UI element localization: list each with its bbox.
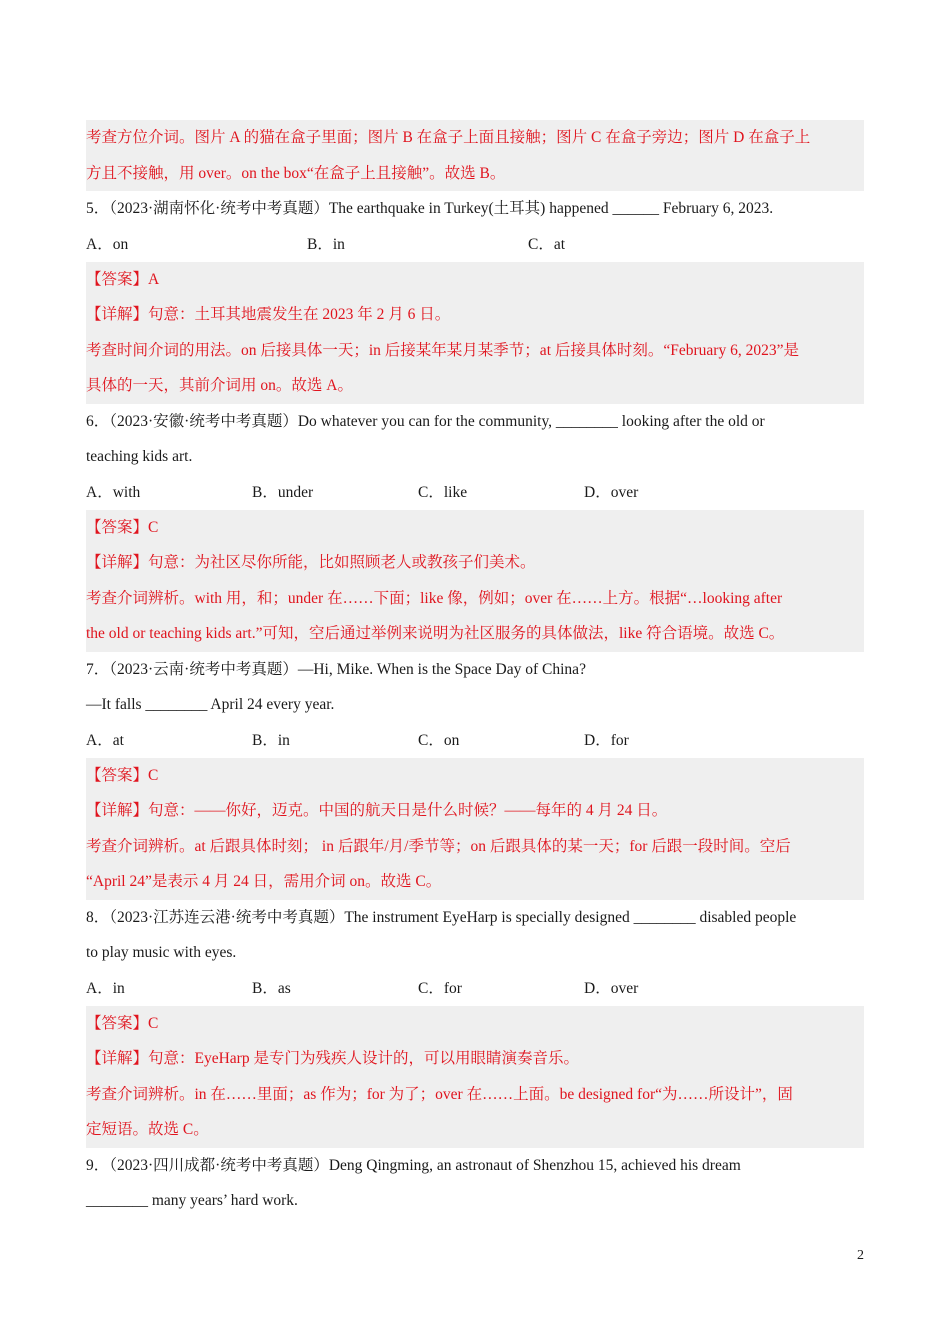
question-5 (86, 191, 864, 404)
explanation-line: 考查方位介词。图片 A 的猫在盒子里面；图片 B 在盒子上面且接触；图片 C 在盒子旁边；图片 D 在盒子上 (86, 129, 811, 146)
explanation-box (86, 120, 864, 191)
question-stem: to play music with eyes. (86, 944, 237, 961)
detail-line: 定短语。故选 C。 (86, 1121, 209, 1138)
explanation-line: 方且不接触，用 over。on the box“在盒子上且接触”。故选 B。 (86, 164, 506, 182)
question-stem: 5．（2023·湖南怀化·统考中考真题）The earthquake in Turkey(土耳其) happened ______ February 6, 2023. (86, 200, 774, 217)
option-d: D．over (584, 979, 639, 997)
question-stem: —It falls ________ April 24 every year. (86, 696, 335, 713)
option-c: C．for (418, 979, 462, 997)
detail-line: 考查介词辨析。at 后跟具体时刻； in 后跟年/月/季节等；on 后跟具体的某一天；for 后跟一段时间。空后 (86, 837, 791, 855)
detail-line: 【详解】句意：为社区尽你所能，比如照顾老人或教孩子们美术。 (86, 554, 536, 571)
question-7 (86, 652, 864, 900)
options-row (86, 227, 864, 262)
detail-line: “April 24”是表示 4 月 24 日，需用介词 on。故选 C。 (86, 873, 442, 890)
option-b: B．in (307, 235, 345, 253)
question-stem: 9．（2023·四川成都·统考中考真题）Deng Qingming, an astronaut of Shenzhou 15, achieved his dream (86, 1156, 741, 1174)
answer-label: 【答案】A (86, 270, 160, 288)
detail-line: 【详解】句意：EyeHarp 是专门为残疾人设计的，可以用眼睛演奏音乐。 (86, 1050, 579, 1067)
question-9 (86, 1148, 864, 1219)
answer-box (86, 510, 864, 652)
options-row (86, 971, 864, 1006)
detail-line: 【详解】句意：——你好，迈克。中国的航天日是什么时候？——每年的 4 月 24 日。 (86, 802, 668, 819)
option-d: D．for (584, 731, 629, 749)
answer-box (86, 1006, 864, 1148)
option-a: A．in (86, 979, 125, 997)
options-row (86, 723, 864, 758)
option-b: B．in (252, 731, 290, 749)
option-a: A．with (86, 483, 141, 501)
answer-box (86, 758, 864, 900)
question-stem: ________ many years’ hard work. (86, 1192, 298, 1209)
page-content (86, 120, 864, 1219)
detail-line: 考查介词辨析。with 用，和；under 在……下面；like 像，例如；over 在……上方。根据“…looking after (86, 589, 783, 607)
option-c: C．like (418, 483, 468, 501)
detail-line: the old or teaching kids art.”可知，空后通过举例来说明为社区服务的具体做法，like 符合语境。故选 C。 (86, 625, 785, 642)
detail-line: 具体的一天，其前介词用 on。故选 A。 (86, 377, 353, 394)
option-d: D．over (584, 483, 639, 501)
answer-label: 【答案】C (86, 518, 159, 536)
option-c: C．at (528, 235, 566, 253)
detail-line: 考查介词辨析。in 在……里面；as 作为；for 为了；over 在……上面。be designed for“为……所设计”，固 (86, 1085, 793, 1103)
option-b: B．as (252, 979, 291, 997)
detail-line: 考查时间介词的用法。on 后接具体一天；in 后接某年某月某季节；at 后接具体时刻。“February 6, 2023”是 (86, 341, 799, 359)
options-row (86, 475, 864, 510)
answer-box (86, 262, 864, 404)
question-stem: teaching kids art. (86, 448, 193, 465)
answer-label: 【答案】C (86, 1014, 159, 1032)
option-c: C．on (418, 731, 460, 749)
option-b: B．under (252, 483, 314, 501)
question-8 (86, 900, 864, 1148)
answer-label: 【答案】C (86, 766, 159, 784)
question-stem: 6．（2023·安徽·统考中考真题）Do whatever you can for the community, ________ looking after the old or (86, 412, 765, 430)
question-6 (86, 404, 864, 652)
detail-line: 【详解】句意：土耳其地震发生在 2023 年 2 月 6 日。 (86, 306, 451, 323)
option-a: A．at (86, 731, 124, 749)
option-a: A．on (86, 235, 129, 253)
question-stem: 8．（2023·江苏连云港·统考中考真题）The instrument EyeHarp is specially designed ________ disabled people (86, 908, 797, 926)
page-number: 2 (857, 1248, 864, 1263)
question-stem: 7．（2023·云南·统考中考真题）—Hi, Mike. When is the Space Day of China? (86, 660, 586, 678)
